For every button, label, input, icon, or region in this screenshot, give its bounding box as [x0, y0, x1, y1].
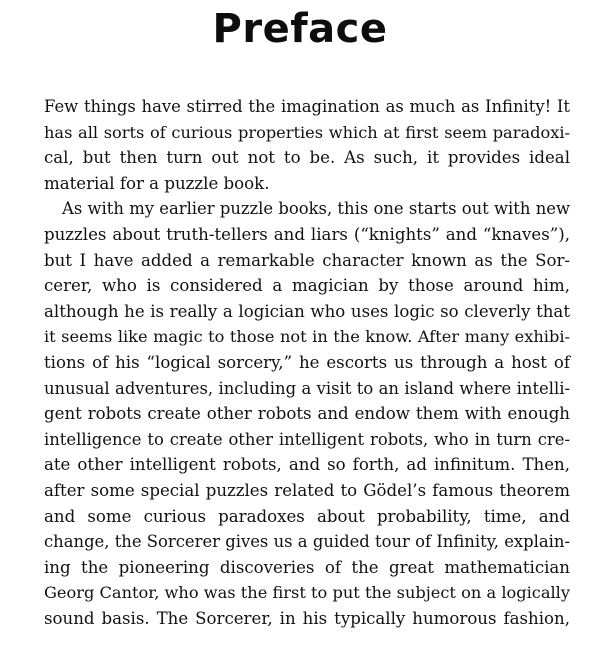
text-line: but I have added a remarkable character known as the Sor- — [44, 250, 570, 270]
text-line: intelligence to create other intelligent robots, who in turn cre- — [44, 429, 570, 449]
preface-body — [44, 94, 570, 631]
text-line: ate other intelligent robots, and so forth, ad infinitum. Then, — [44, 455, 570, 475]
paragraph-start-line: As with my earlier puzzle books, this one starts out with new — [62, 199, 570, 219]
text-line: cerer, who is considered a magician by those around him, — [44, 276, 570, 296]
text-line: tions of his “logical sorcery,” he escorts us through a host of — [44, 352, 570, 372]
text-line: it seems like magic to those not in the know. After many exhibi- — [44, 327, 570, 347]
text-line: sound basis. The Sorcerer, in his typically humorous fashion, — [44, 608, 570, 628]
chapter-title: Preface — [212, 6, 388, 52]
text-line: Georg Cantor, who was the first to put the subject on a logically — [44, 583, 570, 603]
text-line: ing the pioneering discoveries of the great mathematician — [44, 557, 570, 577]
text-line: Few things have stirred the imagination as much as Infinity! It — [44, 97, 570, 116]
text-line: cal, but then turn out not to be. As such, it provides ideal — [44, 148, 570, 168]
text-line: after some special puzzles related to Gödel’s famous theorem — [44, 480, 570, 500]
text-line: gent robots create other robots and endow them with enough — [44, 404, 570, 424]
paragraph-end-line: material for a puzzle book. — [44, 173, 270, 193]
text-line: unusual adventures, including a visit to an island where intelli- — [44, 378, 570, 398]
text-line: change, the Sorcerer gives us a guided tour of Infinity, explain- — [44, 532, 570, 552]
text-line: has all sorts of curious properties which at first seem paradoxi- — [44, 122, 570, 142]
text-line: and some curious paradoxes about probability, time, and — [44, 506, 570, 526]
text-line: puzzles about truth-tellers and liars (“knights” and “knaves”), — [44, 224, 570, 244]
text-line: although he is really a logician who uses logic so cleverly that — [44, 301, 570, 321]
